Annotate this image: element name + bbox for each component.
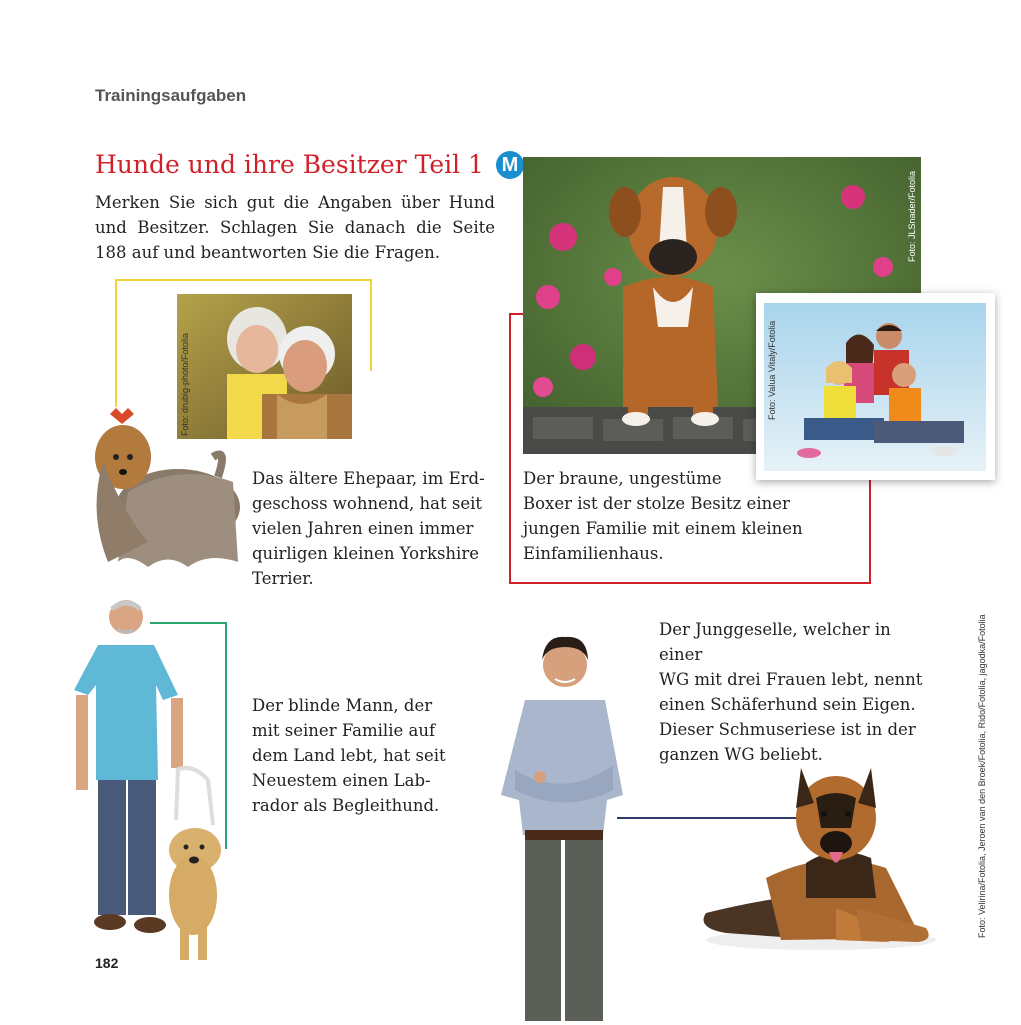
entry-bachelor-text: Der Junggeselle, welcher in einer WG mit drei Frauen lebt, nennt einen Schäferhund sein Eigen. Dieser Schmuseriese ist in der ganzen WG beliebt. — [659, 620, 923, 764]
yorkshire-terrier-image — [68, 402, 248, 577]
section-label: Trainingsaufgaben — [95, 86, 247, 105]
german-shepherd-image — [686, 748, 936, 953]
page-number: 182 — [95, 955, 119, 971]
blind-man-image — [68, 595, 233, 970]
exercise-title-text: Hunde und ihre Besitzer Teil 1 — [95, 150, 484, 179]
exercise-title — [95, 150, 524, 179]
entry-blind-man-text: Der blinde Mann, der mit seiner Familie auf dem Land lebt, hat seit Neuestem einen Lab- rador als Begleithund. — [252, 696, 446, 815]
bachelor-image — [495, 625, 630, 1021]
family-photo-frame — [756, 293, 995, 480]
exercise-intro: Merken Sie sich gut die Angaben über Hund und Besitzer. Schlagen Sie danach die Seite 188 auf und beantworten Sie die Fragen. — [95, 193, 495, 262]
entry-boxer-text: Der braune, ungestüme Boxer ist der stolze Besitz einer jungen Familie mit einem kleinen Einfamilienhaus. — [523, 469, 803, 563]
credit-couple: Foto: drubig-photo/Fotolia — [180, 332, 190, 436]
entry-couple-text: Das ältere Ehepaar, im Erd- geschoss wohnend, hat seit vielen Jahren einen immer quirligen kleinen Yorkshire Terrier. — [252, 469, 485, 588]
credit-side: Foto: Velirina/Fotolia, Jeroen van den Broek/Fotolia, Rido/Fotolia, jagodka/Fotolia — [977, 614, 987, 938]
connector-red-top — [509, 313, 523, 315]
credit-family: Foto: Valua Vitaly/Fotolia — [767, 320, 777, 420]
credit-boxer: Foto: JLSnader/Fotolia — [907, 170, 917, 262]
level-badge: M — [496, 151, 524, 179]
family-photo — [764, 303, 986, 471]
